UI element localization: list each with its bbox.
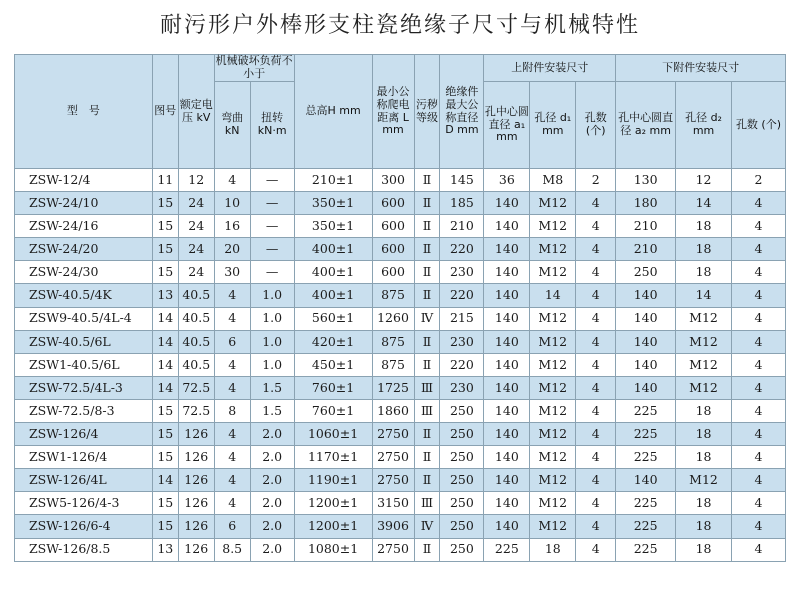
- table-cell: 420±1: [294, 330, 372, 353]
- table-cell: 40.5: [178, 307, 214, 330]
- table-cell: 24: [178, 238, 214, 261]
- model-cell: ZSW-24/10: [15, 192, 153, 215]
- table-cell: 225: [616, 423, 676, 446]
- table-cell: 18: [676, 492, 732, 515]
- table-cell: 4: [214, 169, 250, 192]
- table-cell: 225: [616, 492, 676, 515]
- table-row: [15, 399, 786, 422]
- table-cell: 4: [731, 469, 785, 492]
- table-cell: 225: [484, 538, 530, 561]
- model-cell: ZSW-126/4L: [15, 469, 153, 492]
- table-cell: 600: [372, 215, 414, 238]
- table-cell: 3150: [372, 492, 414, 515]
- table-cell: 6: [214, 330, 250, 353]
- table-cell: 4: [576, 399, 616, 422]
- table-cell: 250: [440, 515, 484, 538]
- table-cell: 4: [214, 353, 250, 376]
- table-cell: 1200±1: [294, 515, 372, 538]
- table-cell: 15: [152, 261, 178, 284]
- table-cell: —: [250, 215, 294, 238]
- model-cell: ZSW-12/4: [15, 169, 153, 192]
- table-cell: 14: [530, 284, 576, 307]
- table-cell: Ⅲ: [414, 492, 440, 515]
- header-model: 型 号: [15, 55, 153, 169]
- table-cell: Ⅱ: [414, 469, 440, 492]
- table-cell: 4: [731, 492, 785, 515]
- table-cell: 36: [484, 169, 530, 192]
- table-cell: 140: [484, 423, 530, 446]
- table-cell: 15: [152, 515, 178, 538]
- table-cell: 2750: [372, 469, 414, 492]
- table-cell: M12: [530, 446, 576, 469]
- table-cell: 4: [576, 469, 616, 492]
- table-cell: 4: [731, 215, 785, 238]
- table-cell: 225: [616, 515, 676, 538]
- table-cell: M12: [530, 192, 576, 215]
- table-cell: 600: [372, 192, 414, 215]
- table-cell: 230: [440, 261, 484, 284]
- header-lower-center: 孔中心圆直径 a₂ mm: [616, 82, 676, 169]
- table-row: [15, 492, 786, 515]
- table-cell: —: [250, 192, 294, 215]
- table-cell: 18: [676, 446, 732, 469]
- table-row: [15, 538, 786, 561]
- table-cell: —: [250, 261, 294, 284]
- table-cell: 4: [576, 446, 616, 469]
- table-row: [15, 215, 786, 238]
- table-cell: M12: [530, 492, 576, 515]
- table-cell: 140: [484, 284, 530, 307]
- header-mech-load: 机械破坏负荷不小于: [215, 54, 293, 80]
- table-cell: Ⅱ: [414, 238, 440, 261]
- table-cell: 2.0: [250, 469, 294, 492]
- table-cell: 4: [576, 330, 616, 353]
- table-cell: 4: [214, 469, 250, 492]
- table-cell: 4: [576, 307, 616, 330]
- table-cell: 140: [616, 330, 676, 353]
- table-cell: 15: [152, 446, 178, 469]
- table-cell: 4: [731, 376, 785, 399]
- table-cell: M12: [530, 353, 576, 376]
- table-cell: 250: [440, 399, 484, 422]
- table-cell: 250: [440, 538, 484, 561]
- table-cell: 1.5: [250, 399, 294, 422]
- table-cell: 4: [576, 284, 616, 307]
- table-cell: Ⅲ: [414, 399, 440, 422]
- table-cell: 126: [178, 515, 214, 538]
- table-cell: Ⅱ: [414, 215, 440, 238]
- table-cell: 2750: [372, 423, 414, 446]
- model-cell: ZSW1-126/4: [15, 446, 153, 469]
- table-cell: 3906: [372, 515, 414, 538]
- table-cell: 560±1: [294, 307, 372, 330]
- table-cell: 126: [178, 538, 214, 561]
- table-cell: Ⅱ: [414, 284, 440, 307]
- table-cell: M12: [530, 238, 576, 261]
- table-cell: 140: [616, 376, 676, 399]
- table-cell: 4: [731, 330, 785, 353]
- table-cell: 230: [440, 330, 484, 353]
- model-cell: ZSW5-126/4-3: [15, 492, 153, 515]
- table-cell: 225: [616, 538, 676, 561]
- table-cell: 40.5: [178, 284, 214, 307]
- table-cell: 350±1: [294, 215, 372, 238]
- table-cell: 210: [440, 215, 484, 238]
- table-cell: 140: [484, 446, 530, 469]
- table-cell: 225: [616, 399, 676, 422]
- header-upper-center: 孔中心圆直径 a₁ mm: [484, 82, 530, 169]
- table-cell: 2.0: [250, 446, 294, 469]
- table-cell: Ⅱ: [414, 423, 440, 446]
- table-cell: 140: [484, 261, 530, 284]
- table-cell: 4: [731, 261, 785, 284]
- table-cell: 14: [152, 469, 178, 492]
- header-upper-hole: 孔径 d₁ mm: [530, 82, 576, 169]
- table-cell: 4: [576, 261, 616, 284]
- table-row: [15, 353, 786, 376]
- table-cell: —: [250, 169, 294, 192]
- table-cell: 140: [484, 215, 530, 238]
- table-cell: Ⅱ: [414, 169, 440, 192]
- table-cell: 40.5: [178, 353, 214, 376]
- table-cell: 4: [576, 192, 616, 215]
- table-cell: Ⅱ: [414, 261, 440, 284]
- table-cell: 140: [484, 376, 530, 399]
- header-height: 总高H mm: [294, 55, 372, 169]
- table-cell: 2.0: [250, 538, 294, 561]
- table-cell: Ⅱ: [414, 330, 440, 353]
- table-cell: M12: [676, 330, 732, 353]
- table-cell: 6: [214, 515, 250, 538]
- table-cell: 760±1: [294, 376, 372, 399]
- table-cell: 225: [616, 446, 676, 469]
- table-cell: M12: [676, 469, 732, 492]
- table-cell: 15: [152, 492, 178, 515]
- table-cell: 215: [440, 307, 484, 330]
- table-cell: 4: [214, 284, 250, 307]
- table-cell: 14: [152, 330, 178, 353]
- table-cell: 126: [178, 492, 214, 515]
- table-row: [15, 261, 786, 284]
- table-row: [15, 446, 786, 469]
- table-cell: 4: [576, 238, 616, 261]
- header-lower: 下附件安装尺寸: [616, 55, 786, 82]
- table-row: [15, 284, 786, 307]
- table-cell: 4: [214, 376, 250, 399]
- table-cell: 1080±1: [294, 538, 372, 561]
- table-cell: 18: [676, 423, 732, 446]
- table-cell: 11: [152, 169, 178, 192]
- table-cell: 4: [576, 515, 616, 538]
- table-cell: 210±1: [294, 169, 372, 192]
- model-cell: ZSW-24/16: [15, 215, 153, 238]
- table-cell: 875: [372, 353, 414, 376]
- table-row: [15, 515, 786, 538]
- table-cell: 30: [214, 261, 250, 284]
- table-cell: 1.0: [250, 307, 294, 330]
- table-cell: 4: [731, 446, 785, 469]
- table-cell: Ⅱ: [414, 538, 440, 561]
- table-cell: M12: [530, 515, 576, 538]
- table-cell: 24: [178, 215, 214, 238]
- table-cell: 4: [214, 446, 250, 469]
- table-cell: 450±1: [294, 353, 372, 376]
- header-lower-count: 孔数 (个): [731, 82, 785, 169]
- table-cell: 15: [152, 215, 178, 238]
- header-fig: 图号: [152, 55, 178, 169]
- table-cell: 18: [676, 238, 732, 261]
- table-row: [15, 423, 786, 446]
- table-cell: 4: [731, 192, 785, 215]
- table-cell: 230: [440, 376, 484, 399]
- table-cell: 8.5: [214, 538, 250, 561]
- table-cell: 4: [731, 353, 785, 376]
- table-cell: 18: [676, 515, 732, 538]
- table-cell: 15: [152, 399, 178, 422]
- table-cell: 600: [372, 261, 414, 284]
- table-cell: 1860: [372, 399, 414, 422]
- table-cell: 2.0: [250, 515, 294, 538]
- table-cell: 2: [731, 169, 785, 192]
- table-cell: 600: [372, 238, 414, 261]
- table-cell: 875: [372, 284, 414, 307]
- table-cell: 140: [484, 353, 530, 376]
- table-cell: 2: [576, 169, 616, 192]
- table-cell: 13: [152, 284, 178, 307]
- table-cell: 4: [731, 284, 785, 307]
- header-pollution: 污秽等级: [414, 55, 440, 169]
- table-cell: 140: [484, 307, 530, 330]
- model-cell: ZSW-72.5/4L-3: [15, 376, 153, 399]
- table-cell: 250: [440, 423, 484, 446]
- table-cell: 4: [731, 515, 785, 538]
- table-cell: 15: [152, 238, 178, 261]
- table-cell: 4: [576, 423, 616, 446]
- table-cell: 210: [616, 215, 676, 238]
- table-cell: 10: [214, 192, 250, 215]
- table-cell: 24: [178, 192, 214, 215]
- table-cell: 4: [576, 538, 616, 561]
- table-cell: 185: [440, 192, 484, 215]
- table-cell: 400±1: [294, 284, 372, 307]
- table-cell: 1.0: [250, 353, 294, 376]
- header-upper-count: 孔数 (个): [576, 82, 616, 169]
- table-cell: 14: [152, 353, 178, 376]
- table-cell: Ⅳ: [414, 515, 440, 538]
- table-cell: 130: [616, 169, 676, 192]
- table-cell: 126: [178, 469, 214, 492]
- table-cell: 4: [731, 399, 785, 422]
- table-cell: 250: [440, 446, 484, 469]
- table-cell: 1060±1: [294, 423, 372, 446]
- table-cell: 20: [214, 238, 250, 261]
- table-cell: 250: [440, 492, 484, 515]
- header-upper: 上附件安装尺寸: [484, 55, 616, 82]
- table-cell: 760±1: [294, 399, 372, 422]
- table-cell: 1260: [372, 307, 414, 330]
- model-cell: ZSW-126/4: [15, 423, 153, 446]
- table-row: [15, 469, 786, 492]
- table-cell: 18: [530, 538, 576, 561]
- table-cell: 1.5: [250, 376, 294, 399]
- table-cell: 2750: [372, 446, 414, 469]
- table-cell: 72.5: [178, 376, 214, 399]
- table-cell: 2750: [372, 538, 414, 561]
- table-cell: 220: [440, 238, 484, 261]
- header-voltage: 额定电压 kV: [178, 55, 214, 169]
- table-cell: 140: [484, 399, 530, 422]
- table-cell: 300: [372, 169, 414, 192]
- table-cell: 400±1: [294, 261, 372, 284]
- table-cell: M12: [530, 469, 576, 492]
- table-cell: 140: [484, 492, 530, 515]
- table-cell: Ⅱ: [414, 353, 440, 376]
- table-cell: 140: [484, 192, 530, 215]
- table-row: [15, 307, 786, 330]
- table-cell: 140: [484, 330, 530, 353]
- table-cell: 875: [372, 330, 414, 353]
- spec-table: [14, 54, 786, 562]
- table-cell: 140: [484, 515, 530, 538]
- table-cell: 2.0: [250, 492, 294, 515]
- table-row: [15, 330, 786, 353]
- table-cell: 400±1: [294, 238, 372, 261]
- table-cell: Ⅱ: [414, 192, 440, 215]
- table-cell: 14: [676, 192, 732, 215]
- table-cell: 12: [178, 169, 214, 192]
- table-cell: 126: [178, 423, 214, 446]
- table-cell: 18: [676, 261, 732, 284]
- table-cell: M12: [530, 261, 576, 284]
- table-cell: 4: [214, 492, 250, 515]
- table-cell: 180: [616, 192, 676, 215]
- header-diameter: 绝缘件最大公称直径 D mm: [440, 55, 484, 169]
- table-cell: 140: [616, 307, 676, 330]
- table-cell: 210: [616, 238, 676, 261]
- table-cell: 1170±1: [294, 446, 372, 469]
- table-cell: 16: [214, 215, 250, 238]
- table-cell: 140: [616, 353, 676, 376]
- table-cell: 12: [676, 169, 732, 192]
- table-cell: M12: [530, 215, 576, 238]
- table-cell: 18: [676, 538, 732, 561]
- table-cell: 4: [731, 538, 785, 561]
- table-cell: M12: [676, 307, 732, 330]
- table-cell: 1190±1: [294, 469, 372, 492]
- model-cell: ZSW-126/6-4: [15, 515, 153, 538]
- table-cell: M12: [530, 399, 576, 422]
- table-cell: 140: [484, 469, 530, 492]
- table-cell: 4: [576, 353, 616, 376]
- table-cell: M12: [676, 376, 732, 399]
- model-cell: ZSW-24/20: [15, 238, 153, 261]
- table-cell: Ⅱ: [414, 446, 440, 469]
- table-cell: 4: [576, 215, 616, 238]
- model-cell: ZSW-40.5/4K: [15, 284, 153, 307]
- model-cell: ZSW-72.5/8-3: [15, 399, 153, 422]
- model-cell: ZSW9-40.5/4L-4: [15, 307, 153, 330]
- table-cell: 24: [178, 261, 214, 284]
- table-cell: 18: [676, 215, 732, 238]
- table-cell: 4: [576, 492, 616, 515]
- table-cell: 15: [152, 192, 178, 215]
- table-cell: 18: [676, 399, 732, 422]
- spec-table-body: [15, 169, 786, 562]
- table-cell: 220: [440, 284, 484, 307]
- table-cell: Ⅳ: [414, 307, 440, 330]
- table-cell: 4: [576, 376, 616, 399]
- table-cell: 4: [214, 423, 250, 446]
- header-torsion: 扭转 kN·m: [250, 82, 294, 169]
- table-row: [15, 238, 786, 261]
- table-cell: 1.0: [250, 330, 294, 353]
- table-cell: M12: [676, 353, 732, 376]
- table-cell: 220: [440, 353, 484, 376]
- table-cell: M8: [530, 169, 576, 192]
- table-cell: 8: [214, 399, 250, 422]
- table-cell: 140: [616, 469, 676, 492]
- table-cell: 4: [731, 423, 785, 446]
- table-cell: M12: [530, 307, 576, 330]
- table-cell: 2.0: [250, 423, 294, 446]
- table-row: [15, 376, 786, 399]
- table-cell: 250: [616, 261, 676, 284]
- table-cell: 15: [152, 423, 178, 446]
- table-cell: 140: [484, 238, 530, 261]
- model-cell: ZSW-126/8.5: [15, 538, 153, 561]
- header-bending: 弯曲 kN: [214, 82, 250, 169]
- table-row: [15, 192, 786, 215]
- table-cell: 14: [152, 307, 178, 330]
- table-cell: 145: [440, 169, 484, 192]
- table-cell: 4: [731, 307, 785, 330]
- table-cell: 72.5: [178, 399, 214, 422]
- table-cell: 1725: [372, 376, 414, 399]
- table-cell: 140: [616, 284, 676, 307]
- table-cell: 14: [152, 376, 178, 399]
- header-lower-hole: 孔径 d₂ mm: [676, 82, 732, 169]
- table-cell: 4: [214, 307, 250, 330]
- table-cell: 14: [676, 284, 732, 307]
- table-cell: M12: [530, 423, 576, 446]
- table-cell: 1200±1: [294, 492, 372, 515]
- model-cell: ZSW-24/30: [15, 261, 153, 284]
- table-cell: 40.5: [178, 330, 214, 353]
- table-cell: 350±1: [294, 192, 372, 215]
- page-title: 耐污形户外棒形支柱瓷绝缘子尺寸与机械特性: [159, 13, 640, 38]
- table-cell: 4: [731, 238, 785, 261]
- table-cell: M12: [530, 376, 576, 399]
- table-cell: 1.0: [250, 284, 294, 307]
- model-cell: ZSW1-40.5/6L: [15, 353, 153, 376]
- table-cell: 13: [152, 538, 178, 561]
- table-cell: —: [250, 238, 294, 261]
- table-row: [15, 169, 786, 192]
- model-cell: ZSW-40.5/6L: [15, 330, 153, 353]
- header-creepage: 最小公称爬电距离 L mm: [372, 55, 414, 169]
- table-cell: Ⅲ: [414, 376, 440, 399]
- table-cell: 126: [178, 446, 214, 469]
- table-cell: 250: [440, 469, 484, 492]
- table-cell: M12: [530, 330, 576, 353]
